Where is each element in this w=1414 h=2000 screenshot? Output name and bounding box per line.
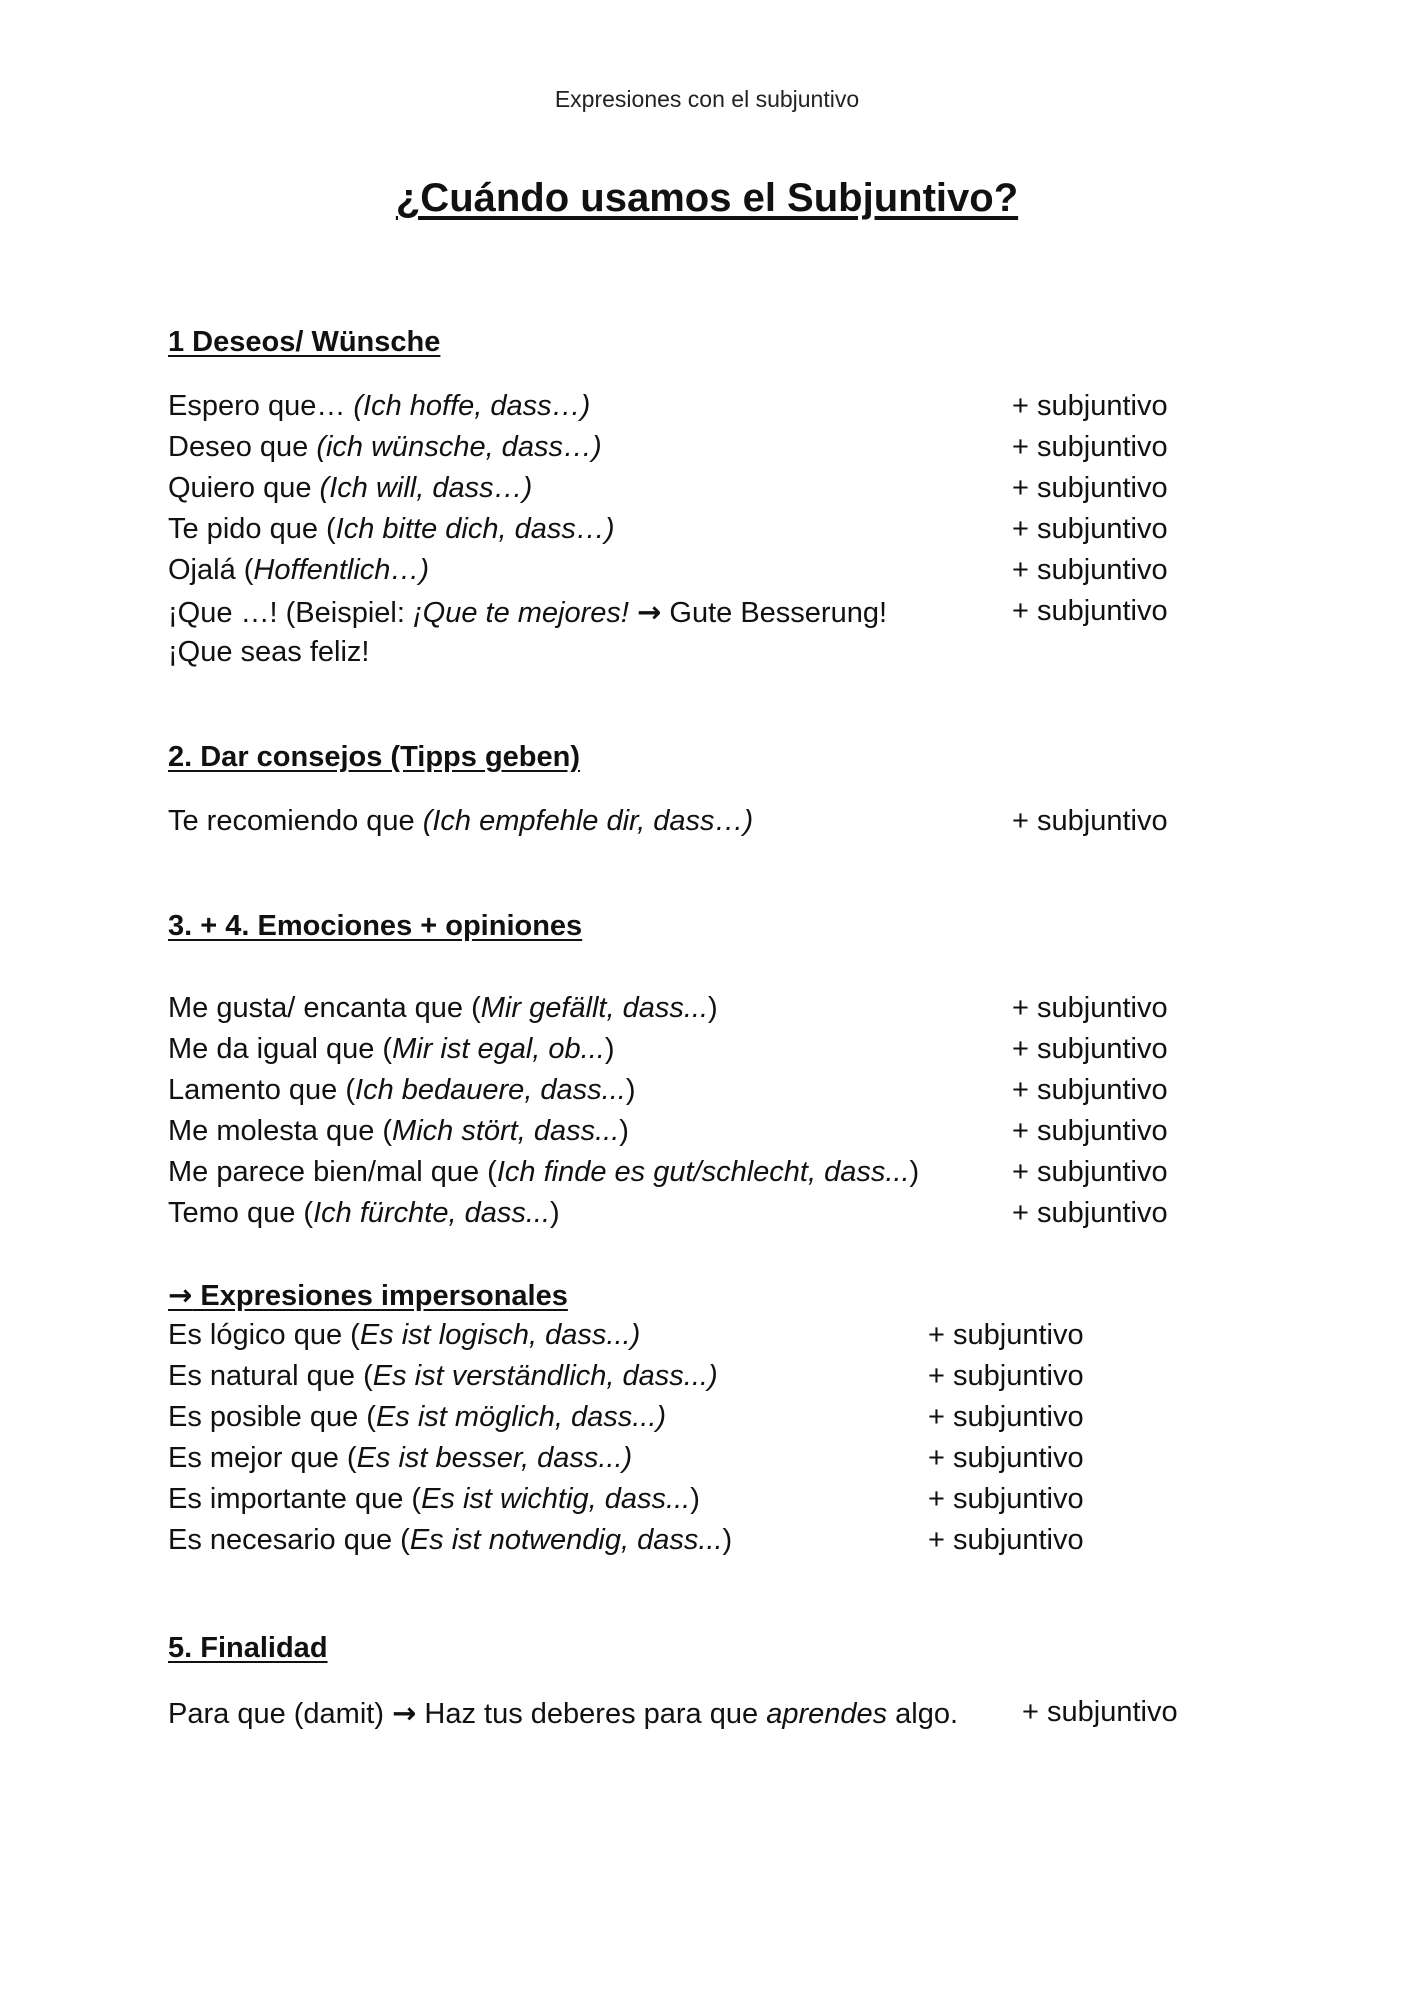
- list-item: ¡Que …! (Beispiel: ¡Que te mejores! → Gute Besserung!: [168, 595, 888, 629]
- section-heading-finalidad: 5. Finalidad: [168, 1632, 328, 1664]
- subjuntivo-label: + subjuntivo: [1012, 1197, 1168, 1229]
- section-heading-emociones: 3. + 4. Emociones + opiniones: [168, 910, 583, 942]
- subjuntivo-label: + subjuntivo: [928, 1360, 1084, 1392]
- list-item: Es mejor que (Es ist besser, dass...): [168, 1442, 633, 1474]
- list-item: Me molesta que (Mich stört, dass...): [168, 1115, 629, 1147]
- list-item: Te recomiendo que (Ich empfehle dir, dass…): [168, 805, 754, 837]
- list-item: Es natural que (Es ist verständlich, dass...): [168, 1360, 718, 1392]
- list-item: Me da igual que (Mir ist egal, ob...): [168, 1033, 615, 1065]
- subjuntivo-label: + subjuntivo: [1012, 1074, 1168, 1106]
- running-header: Expresiones con el subjuntivo: [554, 86, 860, 112]
- subjuntivo-label: + subjuntivo: [1012, 390, 1168, 422]
- list-item: Me gusta/ encanta que (Mir gefällt, dass...): [168, 992, 718, 1024]
- subjuntivo-label: + subjuntivo: [1012, 595, 1168, 627]
- subjuntivo-label: + subjuntivo: [928, 1401, 1084, 1433]
- section-heading-impersonales: → Expresiones impersonales: [168, 1278, 568, 1312]
- list-item: Es posible que (Es ist möglich, dass...): [168, 1401, 667, 1433]
- subjuntivo-label: + subjuntivo: [928, 1319, 1084, 1351]
- subjuntivo-label: + subjuntivo: [1012, 1156, 1168, 1188]
- list-item: Temo que (Ich fürchte, dass...): [168, 1197, 560, 1229]
- section-heading-deseos: 1 Deseos/ Wünsche: [168, 326, 441, 358]
- list-item: Es lógico que (Es ist logisch, dass...): [168, 1319, 641, 1351]
- subjuntivo-label: + subjuntivo: [1022, 1696, 1178, 1728]
- subjuntivo-label: + subjuntivo: [1012, 513, 1168, 545]
- list-item: Lamento que (Ich bedauere, dass...): [168, 1074, 636, 1106]
- arrow-right-icon: →: [637, 595, 662, 629]
- subjuntivo-label: + subjuntivo: [1012, 1033, 1168, 1065]
- list-item: Ojalá (Hoffentlich…): [168, 554, 430, 586]
- arrow-right-icon: →: [392, 1696, 417, 1730]
- list-item: Deseo que (ich wünsche, dass…): [168, 431, 602, 463]
- list-item: Espero que… (Ich hoffe, dass…): [168, 390, 591, 422]
- arrow-right-icon: →: [168, 1278, 193, 1312]
- list-item: Te pido que (Ich bitte dich, dass…): [168, 513, 615, 545]
- subjuntivo-label: + subjuntivo: [1012, 431, 1168, 463]
- subjuntivo-label: + subjuntivo: [928, 1524, 1084, 1556]
- subjuntivo-label: + subjuntivo: [1012, 805, 1168, 837]
- section-heading-consejos: 2. Dar consejos (Tipps geben): [168, 741, 581, 773]
- page-title: ¿Cuándo usamos el Subjuntivo?: [395, 176, 1019, 220]
- list-item: Es importante que (Es ist wichtig, dass...): [168, 1483, 700, 1515]
- list-item: ¡Que seas feliz!: [168, 636, 370, 668]
- list-item: Me parece bien/mal que (Ich finde es gut/schlecht, dass...): [168, 1156, 920, 1188]
- list-item: Quiero que (Ich will, dass…): [168, 472, 533, 504]
- list-item: Es necesario que (Es ist notwendig, dass...): [168, 1524, 733, 1556]
- subjuntivo-label: + subjuntivo: [928, 1442, 1084, 1474]
- list-item: Para que (damit) → Haz tus deberes para que aprendes algo.: [168, 1696, 959, 1730]
- subjuntivo-label: + subjuntivo: [928, 1483, 1084, 1515]
- subjuntivo-label: + subjuntivo: [1012, 992, 1168, 1024]
- subjuntivo-label: + subjuntivo: [1012, 472, 1168, 504]
- subjuntivo-label: + subjuntivo: [1012, 554, 1168, 586]
- subjuntivo-label: + subjuntivo: [1012, 1115, 1168, 1147]
